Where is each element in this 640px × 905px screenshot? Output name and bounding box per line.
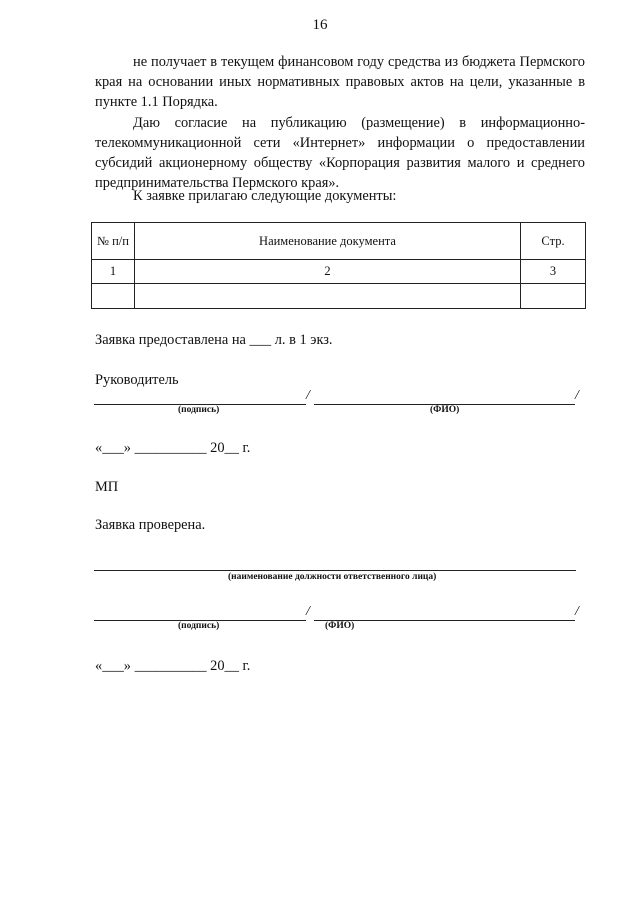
table-cell: 2 [135,260,521,284]
checked-label: Заявка проверена. [95,517,206,533]
header-document-name: Наименование документа [135,223,521,260]
separator-slash: / [306,604,310,619]
separator-slash: / [575,604,579,619]
table-cell [92,284,135,309]
caption-signature: (подпись) [178,621,220,631]
date-line: «___» __________ 20__ г. [95,658,251,674]
paragraph-budget-funds: не получает в текущем финансовом году средства из бюджета Пермского края на основании иных нормативных правовых актов на цели, указанные в пункте 1.1 Порядка. [95,54,585,110]
application-submitted: Заявка предоставлена на ___ л. в 1 экз. [95,332,333,348]
date-line: «___» __________ 20__ г. [95,440,251,456]
table-row [92,284,586,309]
paragraph-attached-documents: К заявке прилагаю следующие документы: [133,188,397,204]
paragraph-publication-consent: Даю согласие на публикацию (размещение) в информационно-телекоммуникационной сети «Интернет» информации о предоставлении субсидий акционерному обществу «Корпорация развития малого и среднего предпринимательства Пермского края». [95,115,585,191]
caption-fio: (ФИО) [430,405,460,415]
page-number: 16 [312,17,328,33]
caption-signature: (подпись) [178,405,220,415]
table-cell: 1 [92,260,135,284]
caption-position: (наименование должности ответственного лица) [228,572,437,582]
head-label: Руководитель [95,372,179,388]
header-number: № п/п [92,223,135,260]
stamp-label: МП [95,479,119,495]
table-cell [135,284,521,309]
position-line [94,570,576,571]
table-cell [521,284,586,309]
table-cell: 3 [521,260,586,284]
documents-table [91,222,586,309]
header-page: Стр. [521,223,586,260]
table-header-row [92,223,586,260]
caption-fio: (ФИО) [325,621,355,631]
separator-slash: / [306,388,310,403]
separator-slash: / [575,388,579,403]
table-row [92,260,586,284]
